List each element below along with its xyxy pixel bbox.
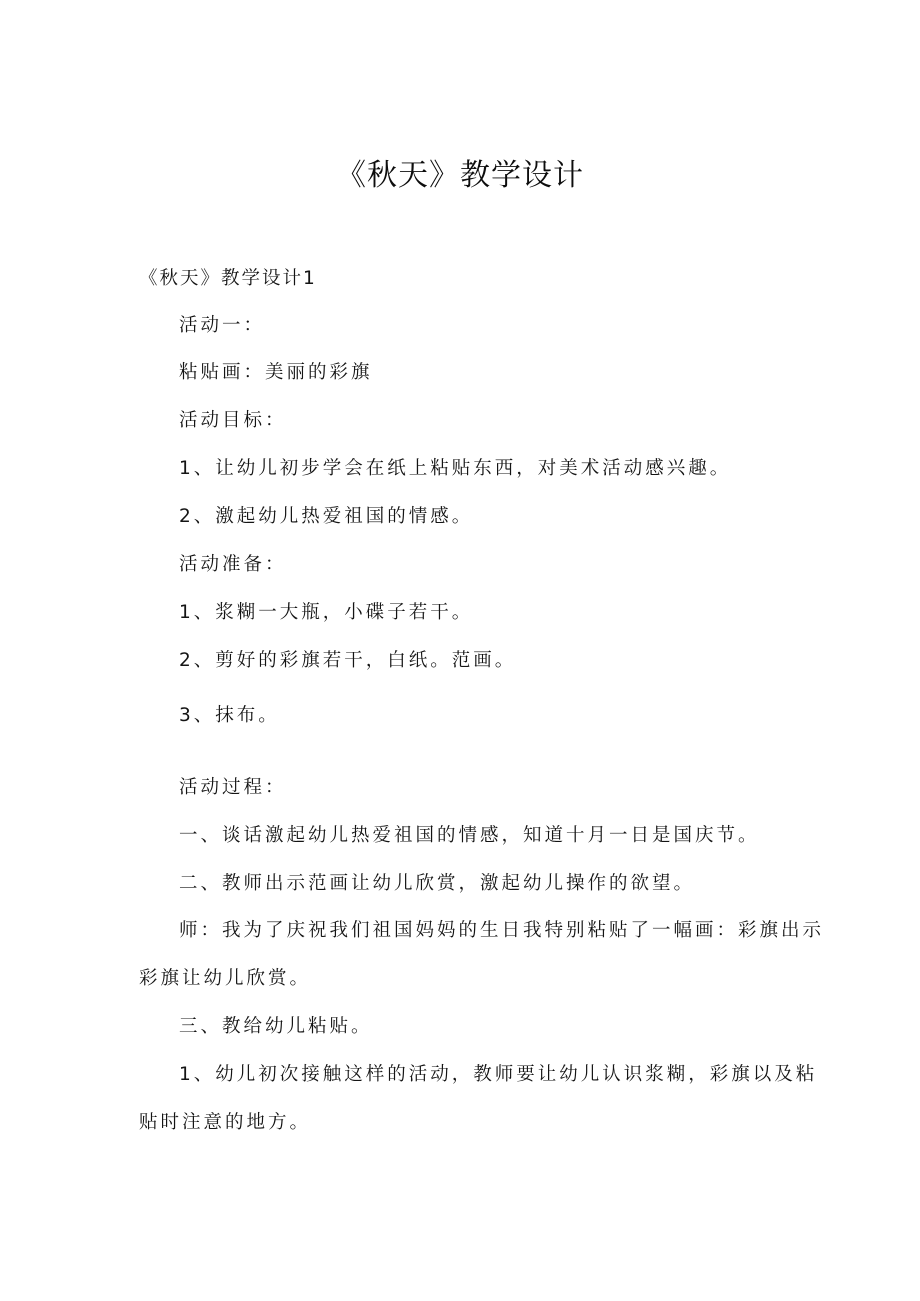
paragraph-prep-3: 3、抹布。: [179, 705, 280, 726]
paragraph-step-1-line-1: 1、幼儿初次接触这样的活动，教师要让幼儿认识浆糊，彩旗以及粘: [179, 1064, 818, 1085]
paragraph-activity-one: 活动一：: [179, 315, 266, 336]
page-title: 《秋天》教学设计: [336, 158, 584, 193]
paragraph-process-heading: 活动过程：: [179, 777, 287, 798]
paragraph-goal-1: 1、让幼儿初步学会在纸上粘贴东西，对美术活动感兴趣。: [179, 458, 732, 479]
paragraph-goals-heading: 活动目标：: [179, 410, 287, 431]
paragraph-process-3: 三、教给幼儿粘贴。: [179, 1016, 373, 1037]
section-subtitle: 《秋天》教学设计1: [139, 268, 317, 289]
paragraph-teacher-line-2: 彩旗让幼儿欣赏。: [139, 968, 312, 989]
paragraph-goal-2: 2、激起幼儿热爱祖国的情感。: [179, 506, 474, 527]
paragraph-process-1: 一、谈话激起幼儿热爱祖国的情感，知道十月一日是国庆节。: [179, 825, 760, 846]
paragraph-prep-2: 2、剪好的彩旗若干，白纸。范画。: [179, 650, 517, 671]
paragraph-prep-1: 1、浆糊一大瓶，小碟子若干。: [179, 602, 474, 623]
paragraph-prep-heading: 活动准备：: [179, 554, 287, 575]
paragraph-teacher-line-1: 师：我为了庆祝我们祖国妈妈的生日我特别粘贴了一幅画：彩旗出示: [179, 920, 825, 941]
paragraph-process-2: 二、教师出示范画让幼儿欣赏，激起幼儿操作的欲望。: [179, 873, 696, 894]
paragraph-activity-name: 粘贴画：美丽的彩旗: [179, 362, 373, 383]
paragraph-step-1-line-2: 贴时注意的地方。: [139, 1112, 312, 1133]
